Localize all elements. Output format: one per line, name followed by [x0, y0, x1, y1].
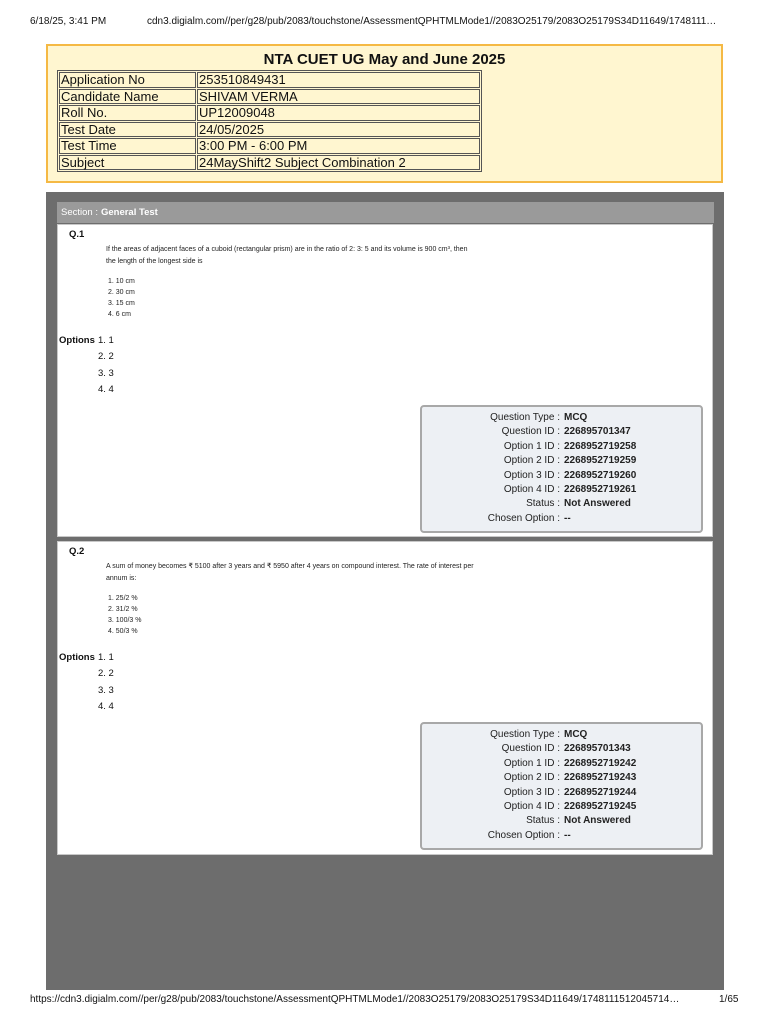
meta-value: 2268952719261 — [564, 484, 637, 496]
info-row-candidate-name — [59, 89, 480, 105]
info-value: 3:00 PM - 6:00 PM — [197, 138, 480, 154]
question-meta-box — [420, 722, 703, 850]
meta-separator: : — [557, 757, 560, 769]
meta-separator: : — [557, 498, 560, 510]
option-item: 1. 1 — [98, 335, 114, 346]
meta-value: 2268952719244 — [564, 786, 637, 798]
meta-label: Question ID — [501, 743, 555, 755]
meta-row-status — [422, 497, 701, 511]
option-item: 2. 2 — [98, 668, 114, 680]
meta-separator: : — [557, 786, 560, 798]
meta-separator: : — [557, 829, 560, 841]
info-value: UP12009048 — [197, 105, 480, 121]
meta-value: 2268952719259 — [564, 455, 637, 467]
question-card-2 — [57, 541, 713, 855]
meta-row-option-1-id — [422, 757, 701, 771]
meta-row-option-4-id — [422, 800, 701, 814]
question-number: Q.2 — [69, 546, 85, 557]
choice-item: 3. 15 cm — [108, 300, 135, 307]
meta-label: Question Type — [490, 412, 555, 423]
info-value: SHIVAM VERMA — [197, 89, 480, 105]
meta-row-question-id — [422, 742, 701, 756]
section-label: Section : — [61, 207, 98, 218]
print-footer-url: https://cdn3.digialm.com//per/g28/pub/2083/touchstone/AssessmentQPHTMLMode1//2083O25179/2083O25179S34D11649/1748111512045714… — [30, 994, 680, 1005]
question-text — [106, 244, 467, 268]
section-header — [57, 202, 714, 223]
option-item: 4. 4 — [98, 383, 114, 395]
meta-label: Option 4 ID — [503, 484, 555, 496]
meta-value: 2268952719260 — [564, 469, 637, 481]
question-meta-box — [420, 405, 703, 533]
info-row-roll-no — [59, 105, 480, 121]
meta-value: 226895701347 — [564, 426, 631, 438]
meta-row-question-id — [422, 425, 701, 439]
meta-separator: : — [557, 772, 560, 784]
meta-row-chosen-option — [422, 829, 701, 843]
meta-label-cell — [422, 786, 560, 800]
info-label: Candidate Name — [59, 89, 196, 105]
info-label: Roll No. — [59, 105, 196, 121]
meta-label: Option 2 ID — [503, 455, 555, 467]
option-list — [98, 650, 114, 715]
info-value: 24/05/2025 — [197, 122, 480, 138]
meta-label-cell — [422, 411, 560, 425]
meta-separator: : — [557, 512, 560, 524]
meta-separator: : — [557, 469, 560, 481]
meta-label-cell — [422, 829, 560, 843]
meta-label: Chosen Option — [487, 829, 555, 841]
meta-separator: : — [557, 484, 560, 496]
meta-separator: : — [557, 815, 560, 827]
option-item: 2. 2 — [98, 351, 114, 363]
meta-label-cell — [422, 742, 560, 756]
meta-separator: : — [557, 743, 560, 755]
meta-label: Question ID — [501, 426, 555, 438]
meta-row-status — [422, 814, 701, 828]
meta-value: 2268952719245 — [564, 801, 637, 813]
question-paper — [46, 192, 724, 990]
question-text-line: A sum of money becomes ₹ 5100 after 3 years and ₹ 5950 after 4 years on compound interest. The rate of interest per — [106, 563, 474, 570]
print-header-url: cdn3.digialm.com//per/g28/pub/2083/touchstone/AssessmentQPHTMLMode1//2083O25179/2083O25179S34D11649/1748111… — [147, 16, 717, 27]
meta-row-question-type — [422, 728, 701, 742]
meta-label-cell — [422, 728, 560, 742]
meta-label: Chosen Option — [487, 512, 555, 524]
section-name: General Test — [100, 207, 158, 218]
meta-label: Option 1 ID — [503, 757, 555, 769]
candidate-info-panel — [46, 44, 723, 183]
meta-label-cell — [422, 512, 560, 526]
choice-item: 1. 10 cm — [108, 278, 135, 285]
meta-label-cell — [422, 483, 560, 497]
meta-row-option-3-id — [422, 786, 701, 800]
meta-row-option-2-id — [422, 771, 701, 785]
question-number: Q.1 — [69, 229, 85, 240]
candidate-info-table — [57, 70, 482, 172]
info-value: 253510849431 — [197, 72, 480, 88]
question-card-1 — [57, 224, 713, 537]
meta-value: MCQ — [564, 412, 588, 423]
choice-item: 1. 25/2 % — [108, 595, 138, 602]
meta-value: Not Answered — [564, 498, 631, 510]
meta-row-option-2-id — [422, 454, 701, 468]
meta-separator: : — [557, 729, 560, 740]
choice-list — [108, 276, 135, 320]
option-item: 4. 4 — [98, 700, 114, 712]
options-label: Options — [59, 652, 95, 663]
info-row-application-no — [59, 72, 480, 88]
meta-label: Status — [526, 498, 555, 510]
meta-separator: : — [557, 426, 560, 438]
meta-label: Option 2 ID — [503, 772, 555, 784]
choice-item: 2. 30 cm — [108, 289, 135, 296]
meta-separator: : — [557, 455, 560, 467]
info-row-test-time — [59, 138, 480, 154]
info-value: 24MayShift2 Subject Combination 2 — [197, 155, 480, 171]
meta-value: 2268952719243 — [564, 772, 637, 784]
meta-value: -- — [564, 512, 571, 524]
question-text — [106, 561, 474, 585]
meta-label-cell — [422, 497, 560, 511]
choice-item: 3. 100/3 % — [108, 617, 142, 624]
meta-label-cell — [422, 454, 560, 468]
meta-row-option-1-id — [422, 440, 701, 454]
meta-row-chosen-option — [422, 512, 701, 526]
meta-row-option-4-id — [422, 483, 701, 497]
meta-separator: : — [557, 440, 560, 452]
meta-label: Option 1 ID — [503, 440, 555, 452]
meta-value: 226895701343 — [564, 743, 631, 755]
option-item: 3. 3 — [98, 367, 114, 379]
meta-value: 2268952719258 — [564, 440, 637, 452]
info-label: Test Time — [59, 138, 196, 154]
meta-label-cell — [422, 425, 560, 439]
meta-value: -- — [564, 829, 571, 841]
meta-value: 2268952719242 — [564, 757, 637, 769]
meta-label-cell — [422, 800, 560, 814]
info-label: Subject — [59, 155, 196, 171]
meta-label: Status — [526, 815, 555, 827]
meta-separator: : — [557, 412, 560, 423]
option-item: 3. 3 — [98, 684, 114, 696]
choice-item: 4. 6 cm — [108, 311, 131, 318]
meta-label-cell — [422, 814, 560, 828]
choice-list — [108, 593, 141, 637]
choice-item: 2. 31/2 % — [108, 606, 138, 613]
meta-label-cell — [422, 440, 560, 454]
meta-label-cell — [422, 469, 560, 483]
exam-title: NTA CUET UG May and June 2025 — [263, 51, 506, 68]
meta-value: MCQ — [564, 729, 588, 740]
meta-label: Question Type — [490, 729, 555, 740]
meta-label: Option 4 ID — [503, 801, 555, 813]
info-label: Application No — [59, 72, 196, 88]
options-label: Options — [59, 335, 95, 346]
print-datetime: 6/18/25, 3:41 PM — [30, 16, 107, 27]
choice-item: 4. 50/3 % — [108, 628, 138, 635]
option-item: 1. 1 — [98, 652, 114, 663]
option-list — [98, 333, 114, 398]
meta-row-option-3-id — [422, 469, 701, 483]
question-text-line: annum is: — [106, 575, 137, 582]
info-row-test-date — [59, 122, 480, 138]
meta-value: Not Answered — [564, 815, 631, 827]
meta-label-cell — [422, 771, 560, 785]
question-text-line: the length of the longest side is — [106, 258, 203, 265]
question-text-line: If the areas of adjacent faces of a cuboid (rectangular prism) are in the ratio of 2: 3: 5 and its volume is 900 cm³, then — [106, 246, 468, 253]
info-label: Test Date — [59, 122, 196, 138]
meta-label: Option 3 ID — [503, 469, 555, 481]
meta-label: Option 3 ID — [503, 786, 555, 798]
meta-label-cell — [422, 757, 560, 771]
meta-separator: : — [557, 801, 560, 813]
meta-row-question-type — [422, 411, 701, 425]
info-row-subject — [59, 155, 480, 171]
page-number: 1/65 — [719, 994, 739, 1005]
